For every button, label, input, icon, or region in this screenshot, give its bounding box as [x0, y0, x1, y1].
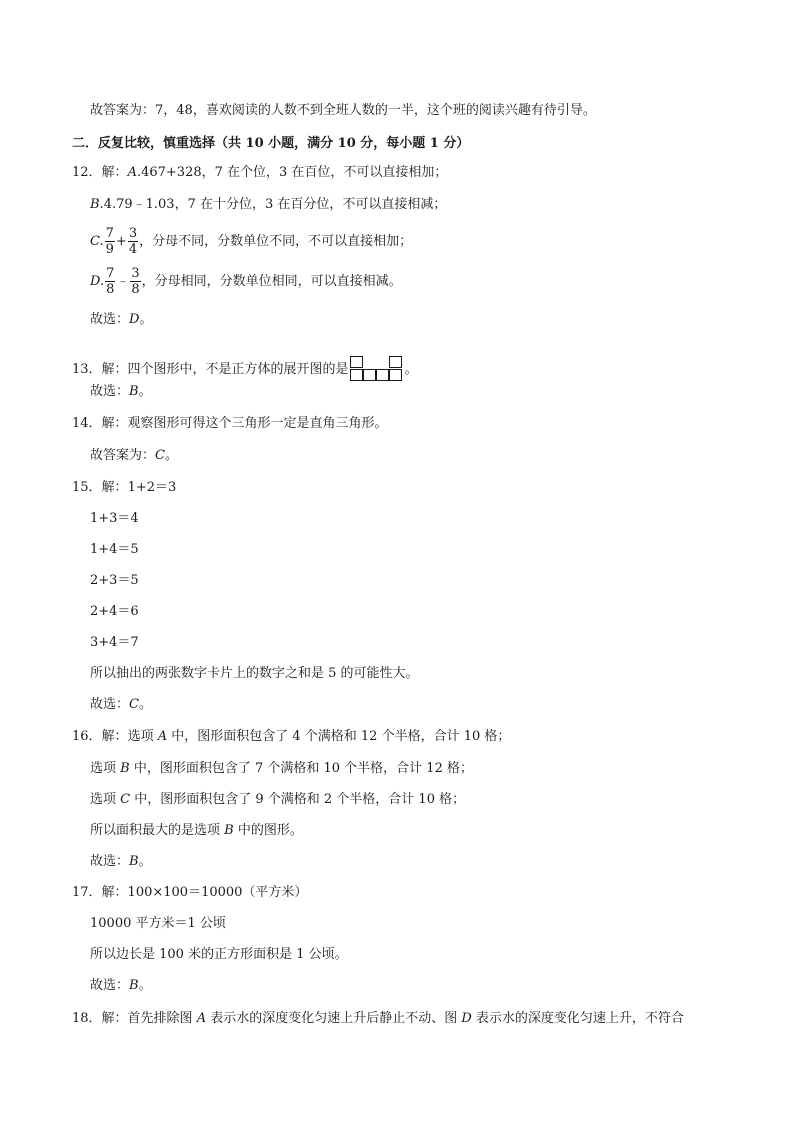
- q12-c-fraction-1: [105, 226, 115, 257]
- q16-a-text: 中，图形面积包含了 4 个满格和 12 个半格，合计 10 格；: [167, 729, 511, 744]
- q16-conclusion: [90, 822, 303, 840]
- q18-letter-d: D: [461, 1011, 472, 1026]
- choice-suffix: 。: [138, 978, 152, 993]
- q12-line-a: [72, 164, 447, 182]
- q15-sum-line: 2+4＝6: [90, 604, 139, 619]
- q16-choice: [90, 853, 152, 871]
- fraction-numerator: 3: [128, 226, 138, 241]
- choice-letter: B: [129, 384, 139, 399]
- q17-choice: [90, 977, 152, 995]
- choice-prefix: 故答案为：: [90, 448, 156, 463]
- q12-d-fraction-1: [105, 266, 115, 297]
- choice-prefix: 故选：: [90, 384, 130, 399]
- choice-letter: B: [129, 854, 139, 869]
- q16-c-letter: C: [120, 792, 131, 807]
- fraction-denominator: 8: [131, 282, 140, 297]
- fraction-numerator: 7: [105, 226, 114, 241]
- q12-d-fraction-2: [130, 266, 140, 297]
- q14-number: 14．: [72, 416, 102, 431]
- choice-suffix: 。: [139, 312, 153, 327]
- q16-conclusion-text: 中的图形。: [233, 823, 303, 838]
- q12-number: 12．: [72, 165, 102, 180]
- fraction-numerator: 7: [106, 266, 115, 281]
- choice-letter: B: [129, 978, 139, 993]
- q18-text-2: 表示水的深度变化匀速上升后静止不动、图: [206, 1011, 462, 1026]
- q16-conclusion-pre: 所以面积最大的是选项: [90, 823, 225, 838]
- q16-line-b: [90, 760, 473, 778]
- q12-option-a-text: 467+328，7 在个位，3 在百位，不可以直接相加；: [141, 165, 448, 180]
- q16-line-a: [72, 728, 510, 746]
- q15-number: 15．: [72, 480, 102, 495]
- section-heading: 二．反复比较，慎重选择（共 10 小题，满分 10 分，每小题 1 分）: [72, 136, 470, 151]
- q16-a-letter: A: [157, 729, 168, 744]
- q14-choice: [90, 447, 178, 465]
- q17-number: 17．: [72, 885, 102, 900]
- choice-suffix: 。: [138, 697, 152, 712]
- q12-option-b-text: 4.79﹣1.03，7 在十分位，3 在百分位，不可以直接相减；: [103, 197, 447, 212]
- q18-letter-a: A: [196, 1011, 207, 1026]
- q12-intro: 解：: [101, 165, 128, 180]
- q16-conclusion-letter: B: [224, 823, 234, 838]
- q17-line-3: 所以边长是 100 米的正方形面积是 1 公顷。: [90, 947, 348, 962]
- q12-line-b: [90, 196, 446, 214]
- q13-text-end: 。: [404, 362, 418, 377]
- q14-text: 解：观察图形可得这个三角形一定是直角三角形。: [101, 416, 388, 431]
- choice-prefix: 故选：: [90, 978, 130, 993]
- fraction-denominator: 9: [105, 242, 114, 257]
- q18-text-1: 解：首先排除图: [101, 1011, 197, 1026]
- q12-choice: [90, 311, 152, 329]
- q12-line-d: [90, 266, 402, 297]
- choice-suffix: 。: [164, 448, 178, 463]
- choice-prefix: 故选：: [90, 312, 130, 327]
- q15-choice: [90, 696, 152, 714]
- q12-option-c-text: ，分母不同，分数单位不同，不可以直接相加；: [139, 234, 413, 249]
- q15-sum-line: 3+4＝7: [90, 635, 139, 650]
- q16-number: 16．: [72, 729, 102, 744]
- q12-d-operator: ﹣: [116, 274, 130, 289]
- q12-option-b-label: B.: [90, 197, 104, 212]
- q16-c-text: 中，图形面积包含了 9 个满格和 2 个半格，合计 10 格；: [130, 792, 466, 807]
- q16-intro: 解：: [101, 729, 128, 744]
- q12-line-c: [90, 226, 412, 257]
- choice-suffix: 。: [138, 854, 152, 869]
- q16-line-c: [90, 791, 465, 809]
- q15-sum-line: 1+3＝4: [90, 511, 139, 526]
- q13-number: 13．: [72, 362, 102, 377]
- q12-c-fraction-2: [128, 226, 138, 257]
- q13-line: [72, 356, 418, 382]
- cube-net-figure: [350, 356, 404, 382]
- q13-choice: [90, 383, 152, 401]
- q16-c-pre: 选项: [90, 792, 121, 807]
- q17-line-1: [72, 884, 307, 902]
- choice-prefix: 故选：: [90, 697, 130, 712]
- q17-line-2: 10000 平方米＝1 公顷: [90, 916, 226, 931]
- q15-sum-line: 1+4＝5: [90, 542, 139, 557]
- q13-text: 解：四个图形中，不是正方体的展开图的是: [101, 362, 349, 377]
- choice-letter: D: [129, 312, 140, 327]
- choice-letter: C: [155, 448, 165, 463]
- q14-line: [72, 415, 388, 433]
- fraction-denominator: 8: [106, 282, 115, 297]
- q15-sum-line: 2+3＝5: [90, 573, 139, 588]
- q18-number: 18．: [72, 1011, 102, 1026]
- q15-sum-line: 1+2＝3: [127, 480, 177, 495]
- q16-b-text: 中，图形面积包含了 7 个满格和 10 个半格，合计 12 格；: [129, 761, 473, 776]
- fraction-denominator: 4: [128, 242, 138, 257]
- q16-b-letter: B: [120, 761, 130, 776]
- q12-option-d-text: ，分母相同，分数单位相同，可以直接相减。: [141, 274, 402, 289]
- q15-line-1: [72, 479, 176, 497]
- q12-option-a-label: A.: [127, 165, 142, 180]
- choice-suffix: 。: [138, 384, 152, 399]
- q15-conclusion: 所以抽出的两张数字卡片上的数字之和是 5 的可能性大。: [90, 666, 419, 681]
- q18-text-3: 表示水的深度变化匀速上升，不符合: [471, 1011, 684, 1026]
- choice-prefix: 故选：: [90, 854, 130, 869]
- fraction-numerator: 3: [131, 266, 140, 281]
- q15-intro: 解：: [101, 480, 128, 495]
- q16-a-pre: 选项: [127, 729, 158, 744]
- q12-option-c-label: C.: [90, 234, 104, 249]
- choice-letter: C: [129, 697, 139, 712]
- answer-line: 故答案为：7，48，喜欢阅读的人数不到全班人数的一半，这个班的阅读兴趣有待引导。: [90, 103, 596, 118]
- q18-line: [72, 1010, 684, 1028]
- q16-b-pre: 选项: [90, 761, 121, 776]
- q17-line-1-text: 解：100×100＝10000（平方米）: [101, 885, 308, 900]
- q12-option-d-label: D.: [90, 274, 105, 289]
- q12-c-operator: +: [115, 234, 127, 249]
